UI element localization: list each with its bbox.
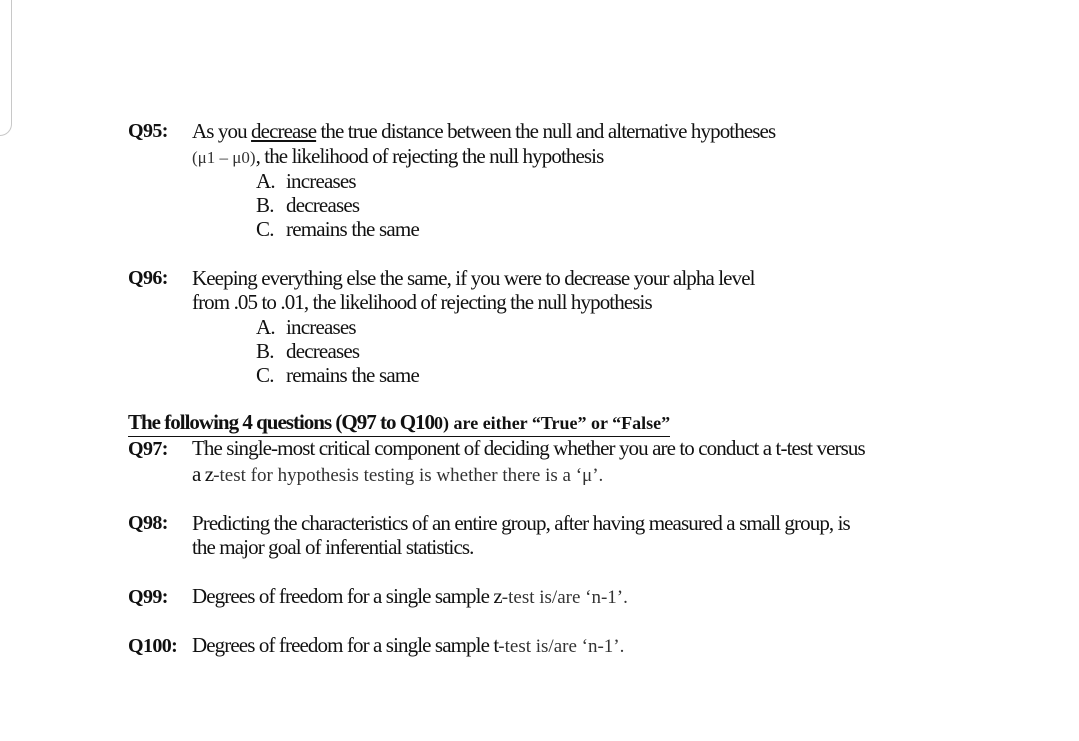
option-c: [256, 363, 419, 388]
option-letter: B.: [256, 193, 274, 217]
option-letter: A.: [256, 169, 275, 193]
option-text: remains the same: [286, 363, 419, 387]
question-text-line-2: from .05 to .01, the likelihood of rejecting the null hypothesis: [192, 290, 652, 314]
question-text-line-1: Keeping everything else the same, if you were to decrease your alpha level: [192, 266, 755, 290]
heading-part-1: The following 4 questions (Q97 to Q10: [128, 410, 435, 434]
option-a: [256, 169, 356, 194]
option-letter: C.: [256, 363, 274, 387]
option-b: [256, 339, 359, 364]
text-segment: -test is/are ‘n-1’.: [501, 587, 628, 608]
text-segment: Degrees of freedom for a single sample t: [192, 633, 499, 657]
option-letter: C.: [256, 217, 274, 241]
question-text-line-1: [192, 633, 624, 658]
section-heading: [128, 411, 670, 437]
option-b: [256, 193, 359, 218]
option-letter: A.: [256, 315, 275, 339]
page-edge-tab: [0, 0, 12, 136]
question-number: Q96:: [128, 267, 168, 289]
text-segment: , the likelihood of rejecting the null hypothesis: [255, 144, 604, 168]
option-text: decreases: [286, 339, 360, 363]
text-segment: a z: [192, 462, 214, 486]
question-number: Q99:: [128, 586, 168, 608]
formula: (μ1 – μ0): [192, 148, 256, 167]
question-text-line-1: [192, 119, 775, 144]
underlined-word: decrease: [251, 119, 317, 143]
heading-part-2: 0) are either “True” or “False”: [434, 413, 671, 433]
option-text: decreases: [286, 193, 360, 217]
text-segment: As you: [192, 119, 252, 143]
question-text-line-2: [192, 462, 603, 487]
option-a: [256, 315, 356, 340]
option-c: [256, 217, 419, 242]
question-text-line-1: [192, 584, 628, 609]
question-text-line-1: Predicting the characteristics of an entire group, after having measured a small group, is: [192, 511, 850, 535]
question-text-line-1: The single-most critical component of deciding whether you are to conduct a t-test versus: [192, 436, 865, 460]
question-number: Q98:: [128, 512, 168, 534]
text-segment: Degrees of freedom for a single sample z: [192, 584, 502, 608]
option-letter: B.: [256, 339, 274, 363]
text-segment: the true distance between the null and alternative hypotheses: [316, 119, 776, 143]
question-number: Q100:: [128, 635, 178, 657]
question-number: Q95:: [128, 120, 168, 142]
text-segment: -test is/are ‘n-1’.: [498, 636, 625, 657]
question-number: Q97:: [128, 438, 168, 460]
option-text: remains the same: [286, 217, 419, 241]
question-text-line-2: [192, 144, 603, 169]
option-text: increases: [286, 169, 356, 193]
text-segment: -test for hypothesis testing is whether there is a ‘μ’.: [213, 465, 604, 486]
option-text: increases: [286, 315, 356, 339]
question-text-line-2: the major goal of inferential statistics.: [192, 535, 474, 559]
